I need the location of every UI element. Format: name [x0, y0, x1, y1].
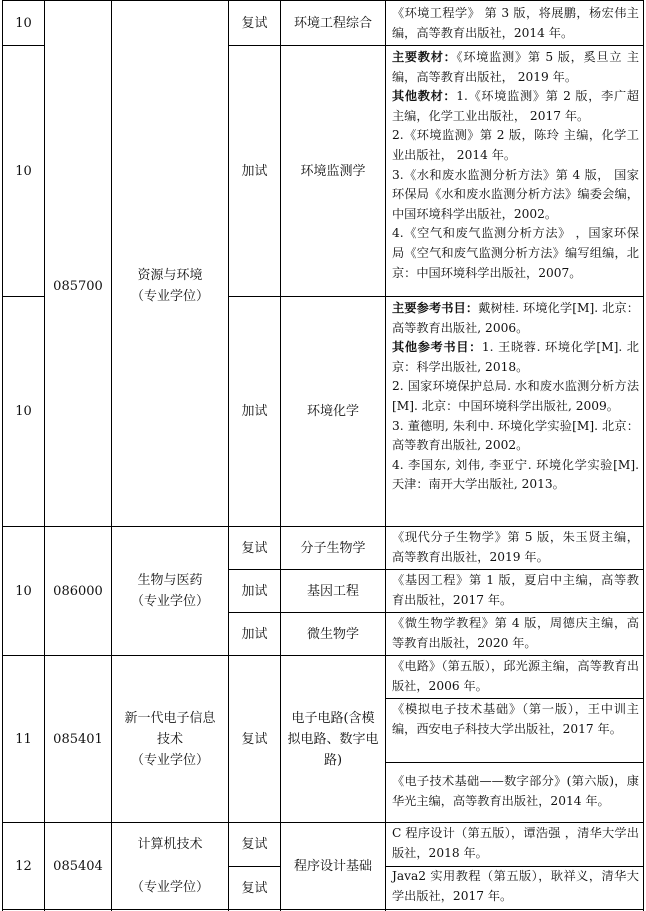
- level-cell: 10: [15, 404, 32, 419]
- textbook-cell: [386, 48, 643, 283]
- row-divider: [385, 762, 644, 763]
- textbook-entry: 2. 国家环境保护总局. 水和废水监测分析方法[M]. 北京：中国环境科学出版社, 2009。: [392, 379, 639, 413]
- level-cell: 12: [15, 858, 32, 874]
- exam-type-cell: 加试: [241, 163, 268, 179]
- textbook-entry: 3.《水和废水监测分析方法》第 4 版， 国家环保局《水和废水监测分析方法》编委会编，中国环境科学出版社，2002。: [392, 167, 639, 221]
- textbook-entry: 其他教材：1.《环境监测》第 2 版，李广超 主编，化学工业出版社， 2017 年。: [392, 89, 639, 123]
- textbook-cell: [386, 700, 643, 739]
- course-cell: 基因工程: [306, 583, 359, 599]
- level-cell: 11: [15, 731, 32, 747]
- textbook-label: 其他参考书目：: [392, 340, 482, 355]
- textbook-entry: 主要参考书目：戴树桂. 环境化学[M]. 北京：高等教育出版社, 2006。: [392, 301, 639, 335]
- course-cell: 分子生物学: [300, 540, 366, 556]
- textbook-cell: [386, 299, 643, 495]
- course-cell: 环境监测学: [300, 163, 366, 179]
- textbook-cell: [386, 571, 643, 610]
- major-code-cell: 085401: [53, 731, 103, 747]
- exam-type-cell: 复试: [241, 731, 268, 747]
- textbook-cell: [386, 4, 643, 43]
- textbook-entry: 《微生物学教程》第 4 版，周德庆主编，高等教育出版社，2020 年。: [392, 616, 639, 650]
- textbook-entry: 《现代分子生物学》第 5 版，朱玉贤主编，高等教育出版社，2019 年。: [392, 530, 639, 564]
- course-cell: 程序设计基础: [293, 858, 372, 874]
- level-cell: 10: [15, 583, 32, 599]
- level-cell: 10: [15, 163, 32, 179]
- textbook-cell: [386, 614, 643, 653]
- textbook-entry: 《模拟电子技术基础》（第一版），王中训主编，西安电子科技大学出版社，2017 年。: [392, 702, 639, 736]
- textbook-label: 其他教材：: [392, 89, 457, 104]
- textbook-entry: 2.《环境监测》第 2 版，陈玲 主编，化学工业出版社， 2014 年。: [392, 128, 639, 162]
- exam-type-cell: 加试: [241, 626, 268, 642]
- major-note-cell: （专业学位）: [130, 880, 209, 895]
- textbook-entry: 3. 董德明, 朱利中. 环境化学实验[M]. 北京：高等教育出版社, 2002。: [392, 418, 639, 453]
- major-code-cell: 085700: [53, 278, 103, 294]
- textbook-entry: 《电路》（第五版），邱光源主编，高等教育出版社，2006 年。: [392, 659, 639, 693]
- textbook-entry: 其他参考书目：1. 王晓蓉. 环境化学[M]. 北京：科学出版社, 2018。: [392, 340, 639, 374]
- textbook-label: 主要教材：: [392, 50, 457, 64]
- exam-type-cell: 复试: [241, 880, 268, 896]
- textbook-entry: C 程序设计（第五版），谭浩强 ，清华大学出版社，2018 年。: [392, 826, 639, 860]
- course-cell: 环境化学: [306, 404, 359, 419]
- major-name-cell: 生物与医药 （专业学位）: [130, 573, 209, 609]
- textbook-entry: 4. 李国东, 刘伟, 李亚宁. 环境化学实验[M]. 天津：南开大学出版社, 2013。: [392, 457, 639, 492]
- major-code-cell: 085404: [53, 858, 103, 874]
- textbook-cell: [386, 824, 643, 863]
- textbook-cell: [386, 528, 643, 567]
- table-border-right: [643, 0, 644, 911]
- course-cell: 微生物学: [306, 626, 359, 642]
- textbook-entry: Java2 实用教程（第五版），耿祥义，清华大学出版社，2017 年。: [392, 869, 639, 903]
- exam-type-cell: 加试: [241, 404, 268, 419]
- exam-type-cell: 复试: [241, 540, 268, 556]
- course-cell: 电子电路(含模 拟电路、数字电 路): [287, 710, 379, 768]
- textbook-cell: [386, 867, 643, 906]
- major-code-cell: 086000: [53, 583, 103, 599]
- textbook-entry: 主要教材：《环境监测》第 5 版，奚旦立 主编，高等教育出版社， 2019 年。: [392, 50, 640, 84]
- level-cell: 10: [15, 15, 32, 31]
- major-name-cell: 新一代电子信息 技术 （专业学位）: [124, 710, 216, 768]
- textbook-entry: 《电子技术基础——数字部分》(第六版)，康华光主编，高等教育出版社，2014 年。: [392, 774, 639, 808]
- exam-type-cell: 复试: [241, 15, 268, 31]
- textbook-cell: [386, 772, 643, 811]
- major-name-cell: 计算机技术: [137, 837, 203, 852]
- exam-type-cell: 复试: [241, 837, 268, 852]
- textbook-entry: 《基因工程》第 1 版，夏启中主编，高等教育出版社，2017 年。: [392, 573, 639, 607]
- exam-type-cell: 加试: [241, 583, 268, 599]
- textbook-label: 主要参考书目：: [392, 301, 479, 315]
- table-border-bottom: [2, 909, 644, 910]
- textbook-entry: 《环境工程学》 第 3 版，将展鹏，杨宏伟主编，高等教育出版社，2014 年。: [392, 6, 639, 40]
- textbook-cell: [386, 657, 643, 696]
- textbook-entry: 4.《空气和废气监测分析方法》 ，国家环保局《空气和废气监测分析方法》编写组编，北京：中国环境科学出版社，2007。: [392, 226, 639, 280]
- row-divider: [385, 698, 644, 699]
- course-cell: 环境工程综合: [293, 15, 372, 31]
- major-name-cell: 资源与环境 （专业学位）: [130, 268, 209, 304]
